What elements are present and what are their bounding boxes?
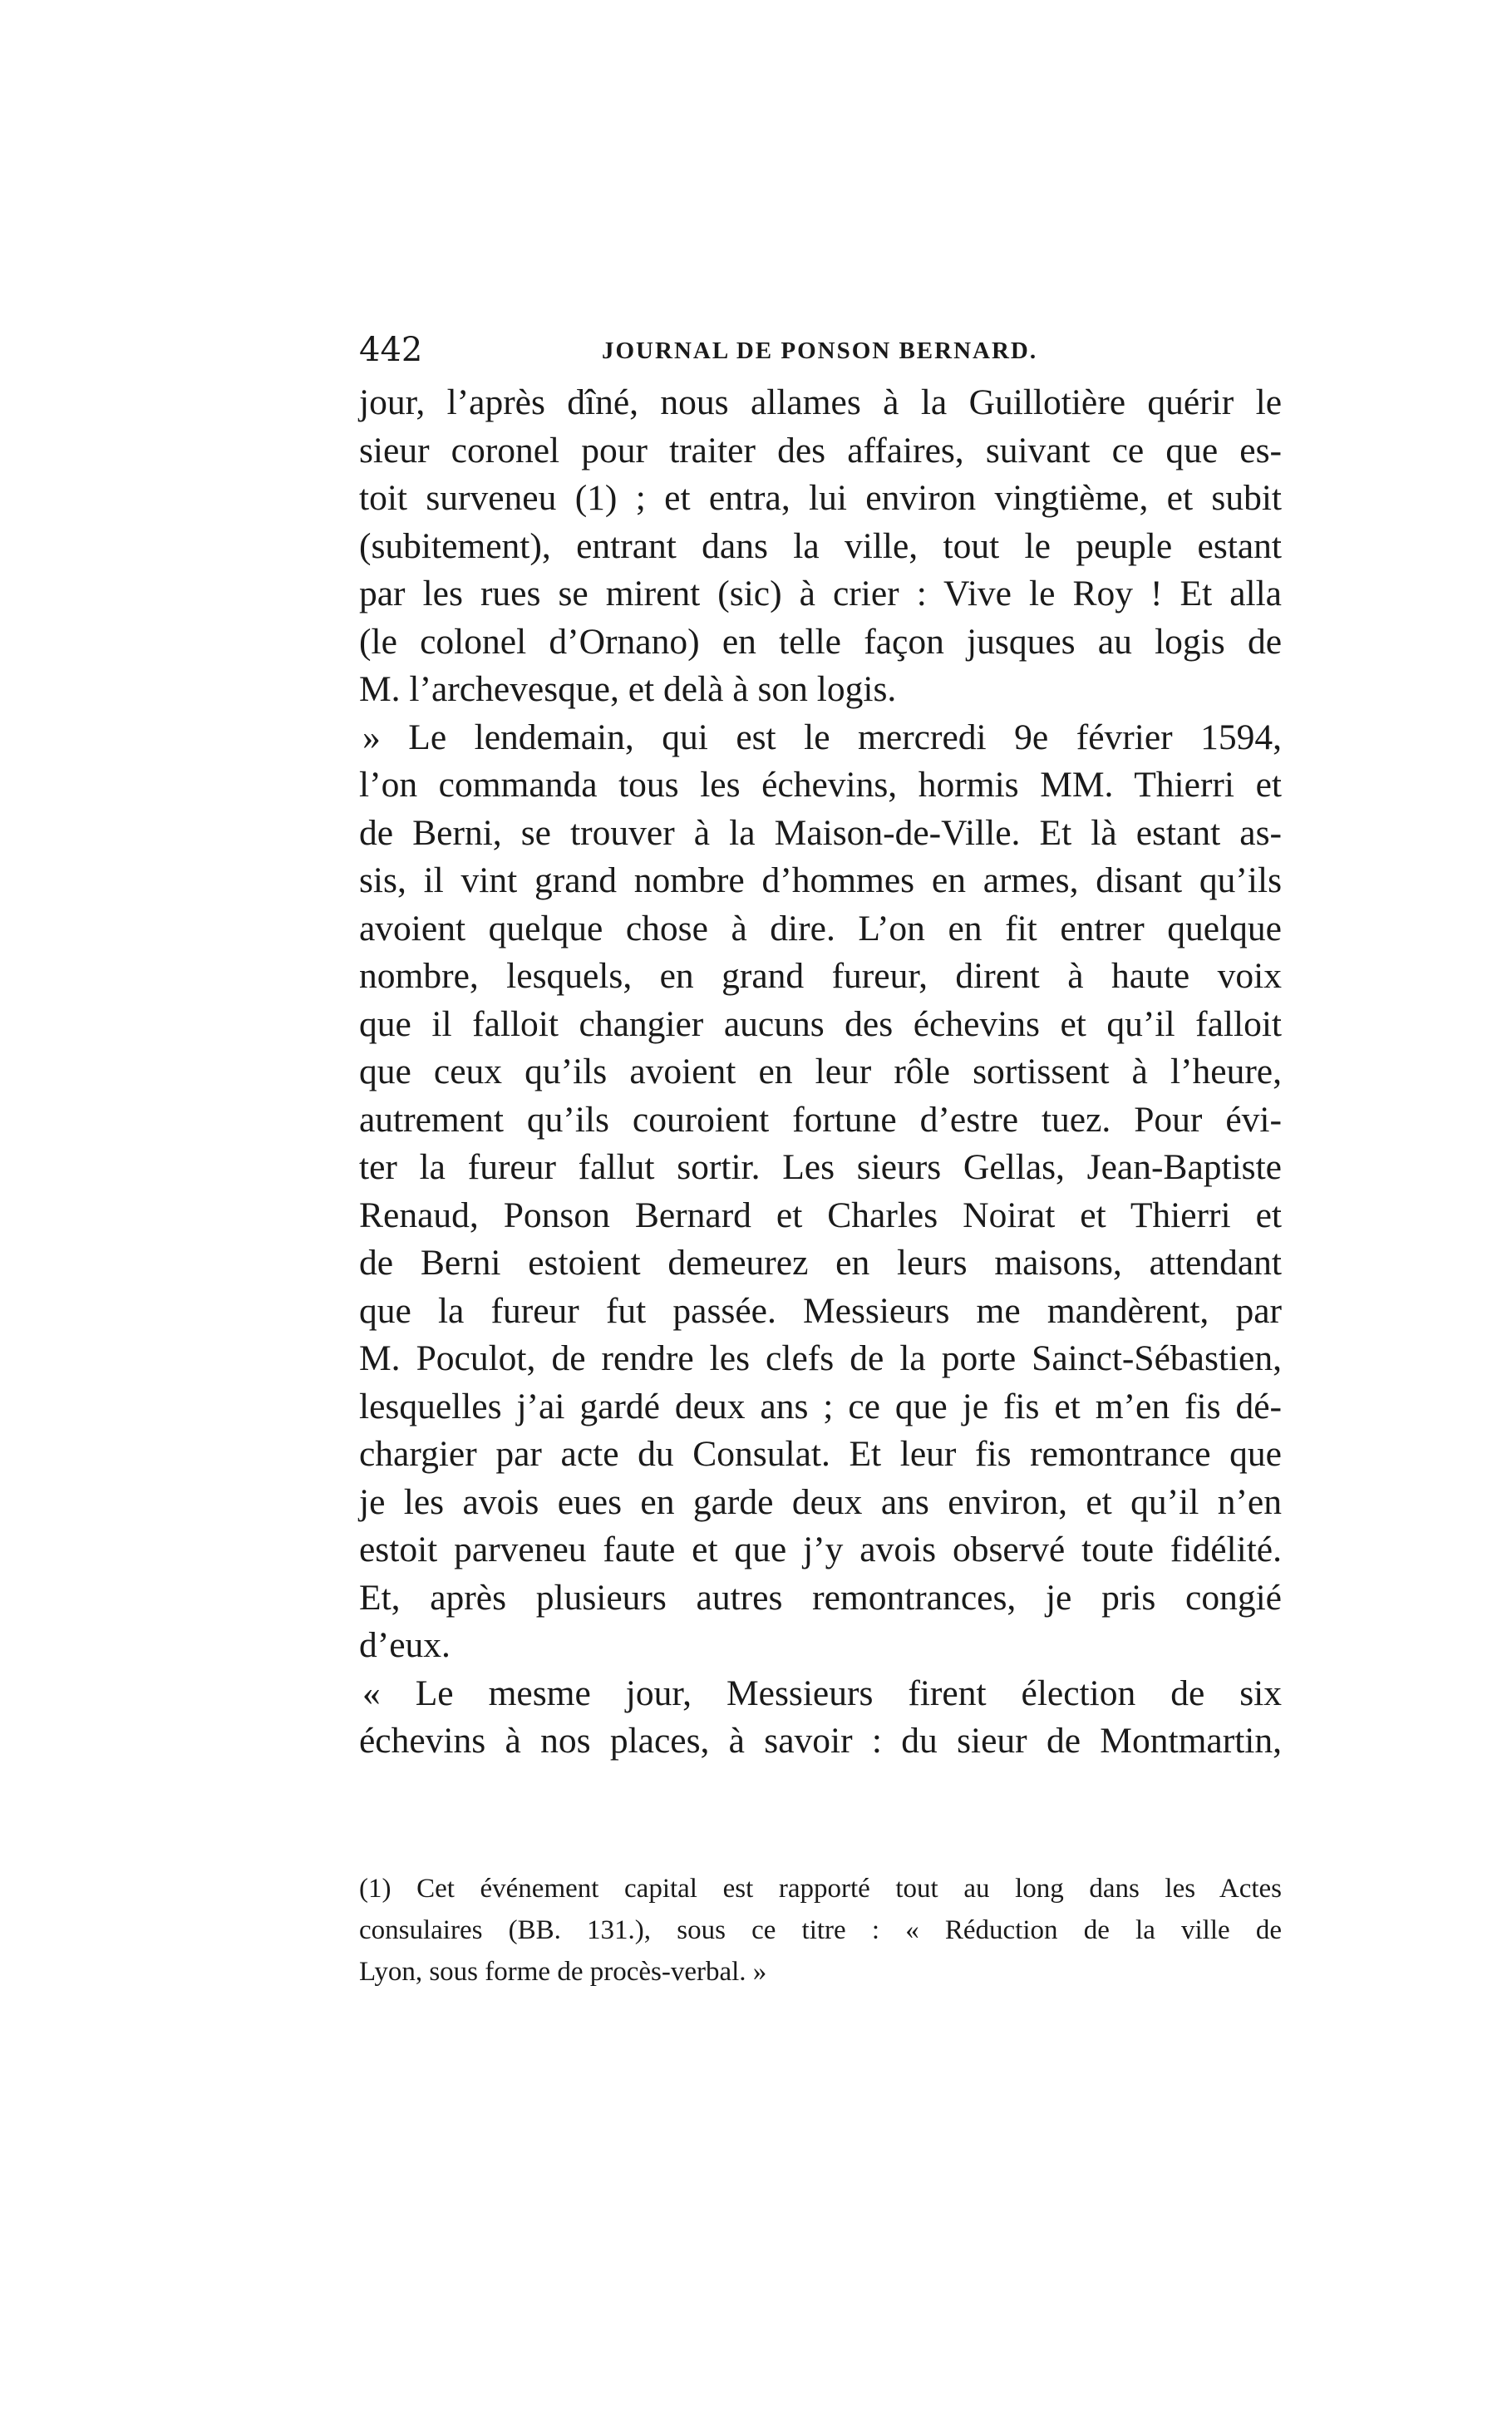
body-line: toit surveneu (1) ; et entra, lui environ vingtième, et subit	[359, 478, 1282, 518]
body-line: estoit parveneu faute et que j’y avois observé toute fidélité.	[359, 1530, 1282, 1569]
body-line: par les rues se mirent (sic) à crier : Vive le Roy ! Et alla	[359, 574, 1282, 613]
body-line: (subitement), entrant dans la ville, tout le peuple estant	[359, 525, 1282, 566]
body-line: Et, après plusieurs autres remontrances, je pris congié	[359, 1577, 1282, 1618]
body-line: de Berni estoient demeurez en leurs maisons, attendant	[359, 1243, 1282, 1283]
page-number: 442	[359, 331, 423, 369]
footnote	[359, 1868, 1282, 1993]
body-line: avoient quelque chose à dire. L’on en fit entrer quelque	[359, 908, 1282, 948]
body-line: (le colonel d’Ornano) en telle façon jusques au logis de	[359, 621, 1282, 662]
body-line: M. Poculot, de rendre les clefs de la porte Sainct-Sébastien,	[359, 1338, 1282, 1378]
body-line: ter la fureur fallut sortir. Les sieurs Gellas, Jean-Baptiste	[359, 1147, 1282, 1187]
body-line: jour, l’après dîné, nous allames à la Guillotière quérir le	[359, 382, 1282, 422]
body-line: nombre, lesquels, en grand fureur, dirent à haute voix	[359, 956, 1282, 996]
footnote-line: consulaires (BB. 131.), sous ce titre : « Réduction de la ville de	[359, 1915, 1282, 1945]
body-line: échevins à nos places, à savoir : du sieur de Montmartin,	[359, 1721, 1282, 1761]
body-line: que il falloit changier aucuns des échevins et qu’il falloit	[359, 1003, 1282, 1044]
page-header	[359, 331, 1307, 372]
body-line: sis, il vint grand nombre d’hommes en armes, disant qu’ils	[359, 860, 1282, 900]
body-line: que la fureur fut passée. Messieurs me mandèrent, par	[359, 1290, 1282, 1331]
body-text	[359, 379, 1282, 1766]
body-line: sieur coronel pour traiter des affaires, suivant ce que es-	[359, 430, 1282, 471]
footnote-line: (1) Cet événement capital est rapporté tout au long dans les Actes	[359, 1874, 1282, 1904]
body-line: je les avois eues en garde deux ans environ, et qu’il n’en	[359, 1481, 1282, 1522]
body-line: chargier par acte du Consulat. Et leur fis remontrance que	[359, 1434, 1282, 1474]
body-line: » Le lendemain, qui est le mercredi 9e février 1594,	[362, 717, 1282, 757]
body-line: lesquelles j’ai gardé deux ans ; ce que je fis et m’en fis dé-	[359, 1386, 1282, 1426]
body-line: que ceux qu’ils avoient en leur rôle sortissent à l’heure,	[359, 1052, 1282, 1091]
body-line: de Berni, se trouver à la Maison-de-Ville. Et là estant as-	[359, 812, 1282, 853]
running-title: JOURNAL DE PONSON BERNARD.	[602, 338, 1038, 364]
body-line: M. l’archevesque, et delà à son logis.	[359, 669, 897, 709]
body-line: Renaud, Ponson Bernard et Charles Noirat et Thierri et	[359, 1195, 1282, 1235]
footnote-line: Lyon, sous forme de procès-verbal. »	[359, 1957, 767, 1987]
body-line: d’eux.	[359, 1625, 451, 1665]
body-line: « Le mesme jour, Messieurs firent élection de six	[362, 1673, 1282, 1713]
body-line: autrement qu’ils couroient fortune d’estre tuez. Pour évi-	[359, 1099, 1282, 1140]
body-line: l’on commanda tous les échevins, hormis MM. Thierri et	[359, 765, 1282, 805]
